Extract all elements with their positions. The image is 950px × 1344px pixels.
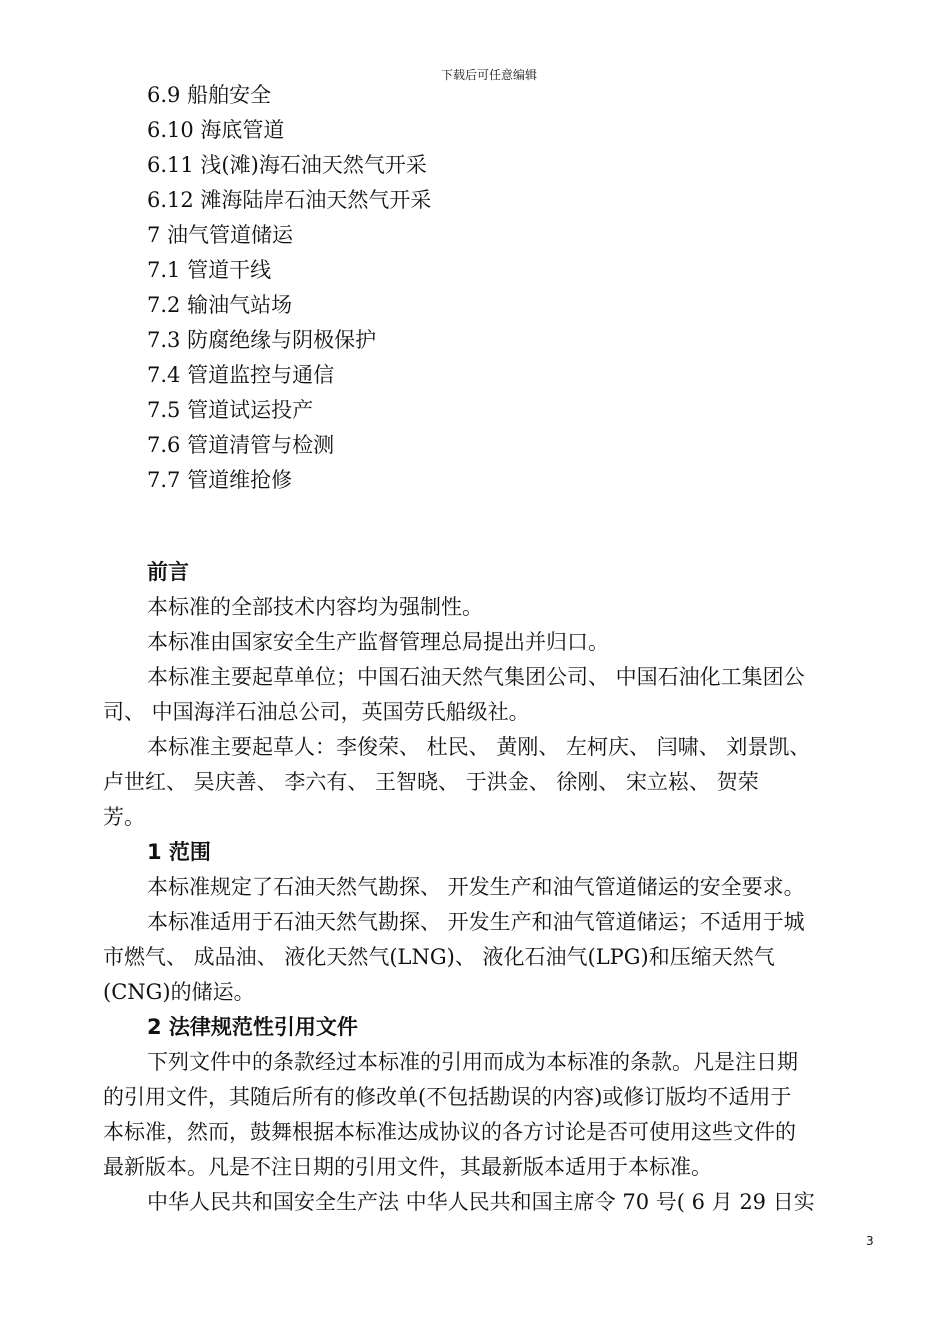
toc-item: 7.2 输油气站场 bbox=[147, 293, 293, 317]
toc-item: 7 油气管道储运 bbox=[147, 223, 294, 247]
section-1-paragraph: 本标准适用于石油天然气勘探、 开发生产和油气管道储运；不适用于城 市燃气、 成品油、 液化天然气(LNG)、 液化石油气(LPG)和压缩天然气 (CNG)的储运。 bbox=[103, 910, 805, 1004]
section-1-paragraph: 本标准规定了石油天然气勘探、 开发生产和油气管道储运的安全要求。 bbox=[147, 875, 805, 899]
section-2-paragraph: 中华人民共和国安全生产法 中华人民共和国主席令 70 号( 6 月 29 日实 bbox=[147, 1190, 815, 1214]
toc-item: 6.11 浅(滩)海石油天然气开采 bbox=[147, 153, 427, 177]
toc-item: 7.5 管道试运投产 bbox=[147, 398, 314, 422]
document-body bbox=[103, 555, 888, 1220]
toc-item: 7.6 管道清管与检测 bbox=[147, 433, 335, 457]
section-2-paragraph: 下列文件中的条款经过本标准的引用而成为本标准的条款。凡是注日期 的引用文件，其随后所有的修改单(不包括勘误的内容)或修订版均不适用于 本标准，然而，鼓舞根据本标准达成协议的各方讨论是否可使用这些文件的 最新版本。凡是不注日期的引用文件，其最新版本适用于本标准。 bbox=[103, 1050, 798, 1179]
page-number: 3 bbox=[866, 1234, 874, 1248]
toc-item: 7.4 管道监控与通信 bbox=[147, 363, 335, 387]
foreword-paragraph: 本标准的全部技术内容均为强制性。 bbox=[147, 595, 483, 619]
toc-item: 6.12 滩海陆岸石油天然气开采 bbox=[147, 188, 432, 212]
foreword-paragraph: 本标准主要起草人：李俊荣、 杜民、 黄刚、 左柯庆、 闫啸、 刘景凯、 卢世红、 吴庆善、 李六有、 王智晓、 于洪金、 徐刚、 宋立崧、 贺荣 芳。 bbox=[103, 735, 811, 829]
toc-item: 7.1 管道干线 bbox=[147, 258, 272, 282]
toc-item: 7.3 防腐绝缘与阴极保护 bbox=[147, 328, 377, 352]
section-1-heading: 1 范围 bbox=[147, 840, 211, 864]
toc-item: 6.10 海底管道 bbox=[147, 118, 285, 142]
section-2-heading: 2 法律规范性引用文件 bbox=[147, 1015, 358, 1039]
foreword-heading: 前言 bbox=[147, 560, 189, 584]
foreword-paragraph: 本标准由国家安全生产监督管理总局提出并归口。 bbox=[147, 630, 609, 654]
toc-list bbox=[147, 78, 867, 498]
toc-item: 6.9 船舶安全 bbox=[147, 83, 272, 107]
foreword-paragraph: 本标准主要起草单位；中国石油天然气集团公司、 中国石油化工集团公 司、 中国海洋石油总公司，英国劳氏船级社。 bbox=[103, 665, 805, 724]
page-header-note: 下载后可任意编辑 bbox=[440, 68, 537, 82]
toc-item: 7.7 管道维抢修 bbox=[147, 468, 293, 492]
